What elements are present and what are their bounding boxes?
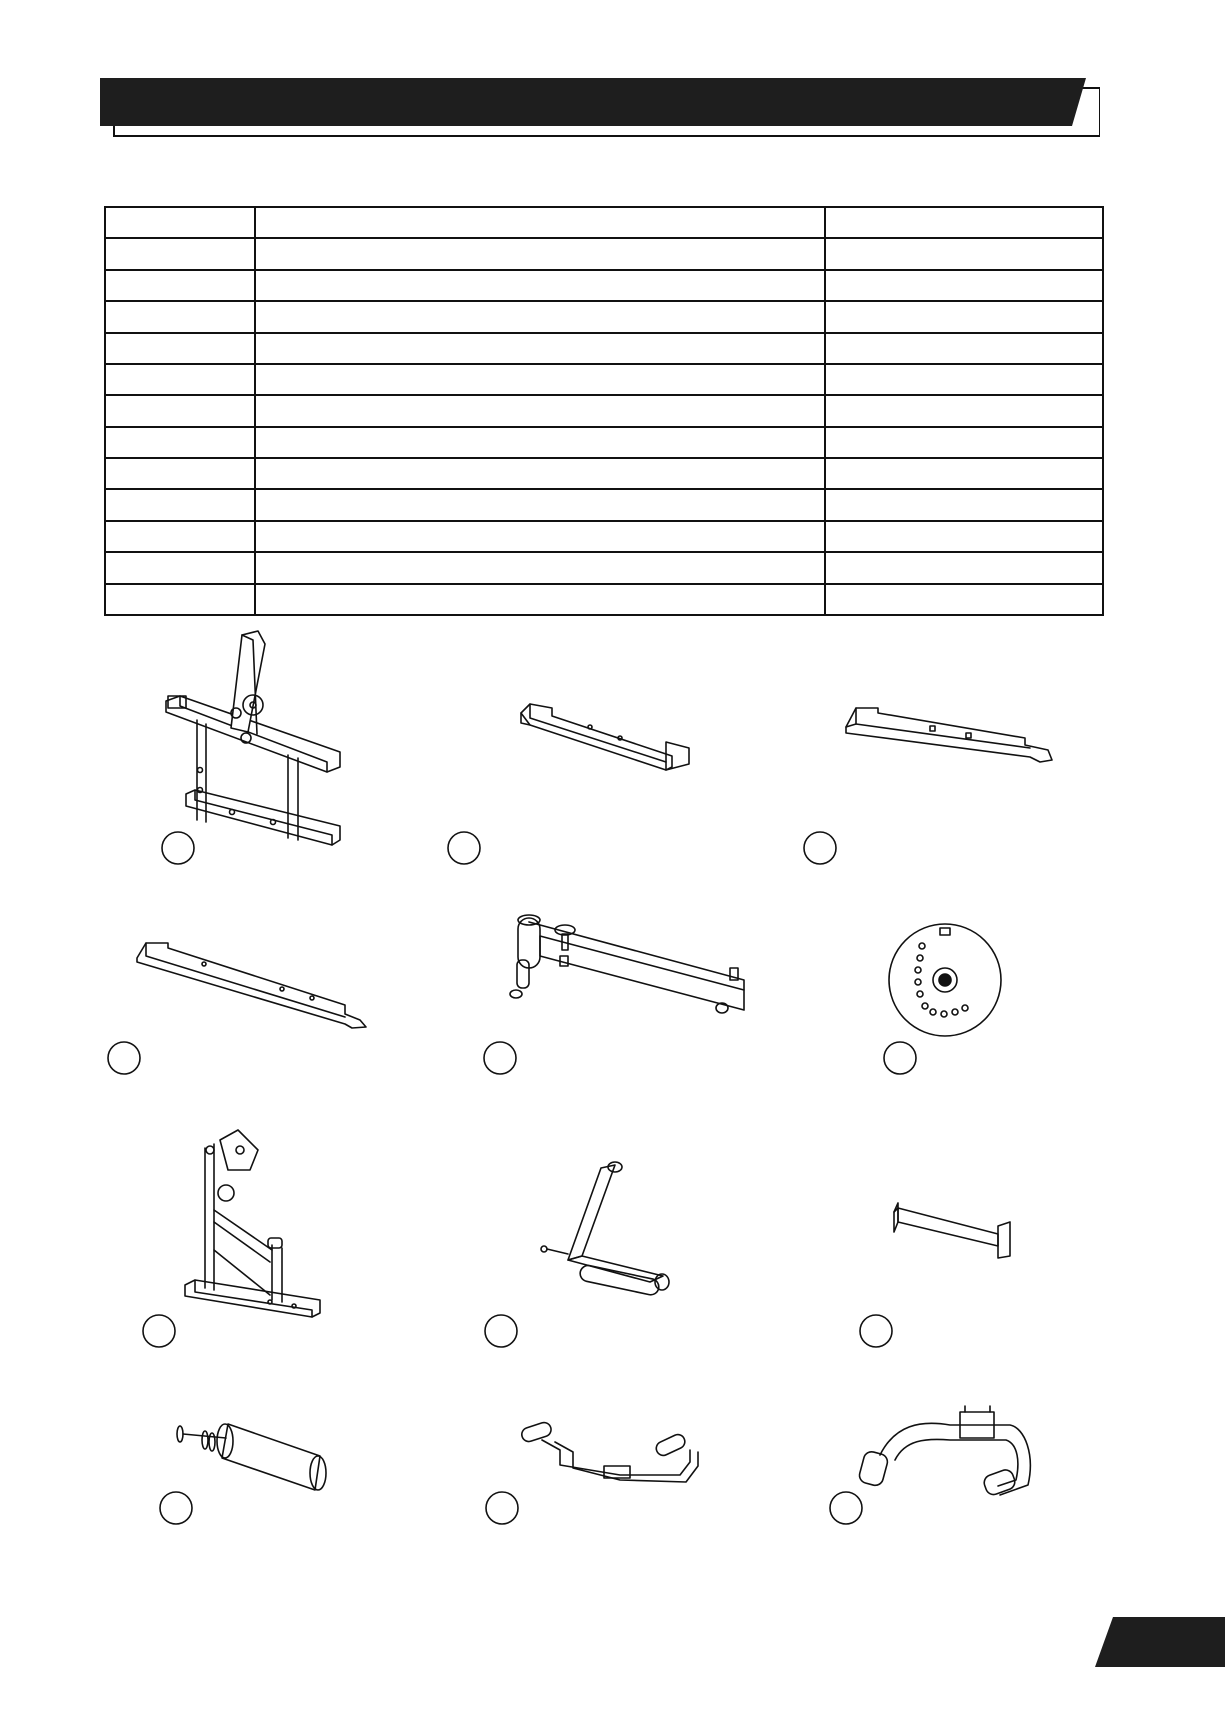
table-cell (105, 207, 255, 238)
table-cell (825, 270, 1103, 301)
table-row (105, 238, 1103, 269)
curved-handle-drawing-icon (858, 1406, 1031, 1497)
table-cell (105, 395, 255, 426)
table-cell (825, 207, 1103, 238)
table-cell (105, 270, 255, 301)
table-cell (255, 458, 825, 489)
table-cell (105, 238, 255, 269)
table-cell (255, 584, 825, 616)
table-cell (825, 333, 1103, 364)
part-number-circle (143, 1315, 175, 1347)
table-cell (105, 489, 255, 520)
part-number-circle (884, 1042, 916, 1074)
table-row (105, 458, 1103, 489)
part-number-circle (486, 1492, 518, 1524)
foam-roller-drawing-icon (177, 1424, 326, 1490)
part-number-circle (860, 1315, 892, 1347)
table-cell (825, 301, 1103, 332)
table-cell (105, 333, 255, 364)
table-cell (105, 458, 255, 489)
table-cell (105, 427, 255, 458)
table-row (105, 489, 1103, 520)
main-frame-drawing-icon (166, 631, 340, 845)
part-number-circle (804, 832, 836, 864)
leg-arm-drawing-icon (510, 915, 744, 1013)
table-cell (105, 552, 255, 583)
table-cell (255, 238, 825, 269)
front-stabilizer-drawing-icon (846, 708, 1052, 762)
part-number-circle (830, 1492, 862, 1524)
table-row (105, 584, 1103, 616)
page-number-tab (1095, 1617, 1225, 1667)
table-cell (255, 364, 825, 395)
part-number-circle (108, 1042, 140, 1074)
table-cell (105, 301, 255, 332)
table-header-row (105, 207, 1103, 238)
table-cell (825, 521, 1103, 552)
table-row (105, 333, 1103, 364)
part-number-circle (448, 832, 480, 864)
table-cell (255, 395, 825, 426)
part-number-circle (484, 1042, 516, 1074)
table-cell (255, 333, 825, 364)
table-cell (255, 552, 825, 583)
table-row (105, 521, 1103, 552)
table-row (105, 552, 1103, 583)
table-cell (255, 207, 825, 238)
title-banner (100, 78, 1100, 138)
part-number-circle (485, 1315, 517, 1347)
table-row (105, 270, 1103, 301)
table-cell (255, 270, 825, 301)
table-cell (255, 427, 825, 458)
table-cell (105, 584, 255, 616)
table-cell (825, 489, 1103, 520)
cross-bar-drawing-icon (894, 1203, 1010, 1258)
table-cell (825, 364, 1103, 395)
table-cell (825, 552, 1103, 583)
long-stabilizer-drawing-icon (137, 943, 366, 1028)
parts-table (104, 206, 1104, 616)
table-cell (825, 238, 1103, 269)
upright-frame-drawing-icon (185, 1130, 320, 1317)
table-row (105, 427, 1103, 458)
table-cell (105, 364, 255, 395)
table-cell (825, 584, 1103, 616)
table-cell (105, 521, 255, 552)
part-number-circle (160, 1492, 192, 1524)
handle-bar-drawing-icon (520, 1421, 698, 1482)
roller-arm-drawing-icon (541, 1162, 669, 1296)
table-cell (255, 521, 825, 552)
table-cell (255, 301, 825, 332)
table-cell (825, 458, 1103, 489)
table-cell (825, 395, 1103, 426)
short-tube-drawing-icon (521, 704, 689, 770)
table-row (105, 364, 1103, 395)
part-number-circle (162, 832, 194, 864)
table-row (105, 301, 1103, 332)
table-row (105, 395, 1103, 426)
table-cell (255, 489, 825, 520)
disc-drawing-icon (889, 924, 1001, 1036)
table-cell (825, 427, 1103, 458)
